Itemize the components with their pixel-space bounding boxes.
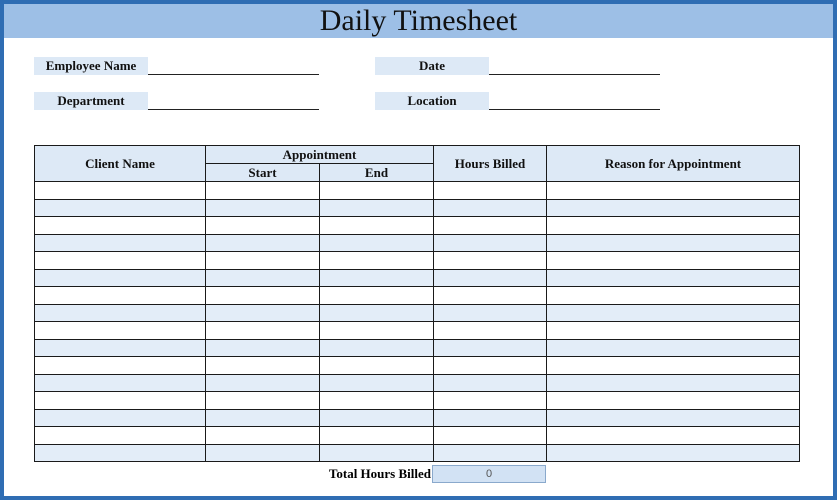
client-name-cell[interactable] xyxy=(35,339,206,357)
hours-billed-cell[interactable] xyxy=(434,287,547,305)
reason-cell[interactable] xyxy=(547,374,800,392)
total-hours-label: Total Hours Billed xyxy=(328,466,431,481)
start-cell[interactable] xyxy=(206,199,320,217)
reason-cell[interactable] xyxy=(547,199,800,217)
table-row xyxy=(35,252,800,270)
table-row xyxy=(35,304,800,322)
reason-cell[interactable] xyxy=(547,252,800,270)
client-name-cell[interactable] xyxy=(35,322,206,340)
table-row xyxy=(35,217,800,235)
reason-cell[interactable] xyxy=(547,444,800,462)
start-cell[interactable] xyxy=(206,252,320,270)
table-row xyxy=(35,427,800,445)
start-cell[interactable] xyxy=(206,392,320,410)
client-name-cell[interactable] xyxy=(35,392,206,410)
hours-billed-cell[interactable] xyxy=(434,252,547,270)
column-header-end: End xyxy=(320,164,434,182)
end-cell[interactable] xyxy=(320,357,434,375)
column-header-hours-billed: Hours Billed xyxy=(434,146,547,182)
end-cell[interactable] xyxy=(320,444,434,462)
hours-billed-cell[interactable] xyxy=(434,374,547,392)
hours-billed-cell[interactable] xyxy=(434,234,547,252)
client-name-cell[interactable] xyxy=(35,182,206,200)
end-cell[interactable] xyxy=(320,287,434,305)
start-cell[interactable] xyxy=(206,234,320,252)
hours-billed-cell[interactable] xyxy=(434,339,547,357)
reason-cell[interactable] xyxy=(547,392,800,410)
client-name-cell[interactable] xyxy=(35,234,206,252)
table-row xyxy=(35,392,800,410)
table-row xyxy=(35,339,800,357)
reason-cell[interactable] xyxy=(547,409,800,427)
table-body xyxy=(35,182,800,462)
reason-cell[interactable] xyxy=(547,427,800,445)
hours-billed-cell[interactable] xyxy=(434,322,547,340)
location-field[interactable] xyxy=(489,92,660,110)
reason-cell[interactable] xyxy=(547,234,800,252)
end-cell[interactable] xyxy=(320,269,434,287)
client-name-cell[interactable] xyxy=(35,357,206,375)
hours-billed-cell[interactable] xyxy=(434,392,547,410)
column-header-reason: Reason for Appointment xyxy=(547,146,800,182)
client-name-cell[interactable] xyxy=(35,269,206,287)
end-cell[interactable] xyxy=(320,304,434,322)
start-cell[interactable] xyxy=(206,427,320,445)
table-row xyxy=(35,287,800,305)
column-header-appointment: Appointment xyxy=(206,146,434,164)
end-cell[interactable] xyxy=(320,392,434,410)
reason-cell[interactable] xyxy=(547,339,800,357)
hours-billed-cell[interactable] xyxy=(434,304,547,322)
department-field[interactable] xyxy=(148,92,319,110)
client-name-cell[interactable] xyxy=(35,252,206,270)
hours-billed-cell[interactable] xyxy=(434,269,547,287)
hours-billed-cell[interactable] xyxy=(434,409,547,427)
hours-billed-cell[interactable] xyxy=(434,444,547,462)
table-row xyxy=(35,182,800,200)
column-header-client-name: Client Name xyxy=(35,146,206,182)
client-name-cell[interactable] xyxy=(35,217,206,235)
start-cell[interactable] xyxy=(206,339,320,357)
page-title: Daily Timesheet xyxy=(4,4,833,38)
start-cell[interactable] xyxy=(206,304,320,322)
end-cell[interactable] xyxy=(320,182,434,200)
start-cell[interactable] xyxy=(206,217,320,235)
client-name-cell[interactable] xyxy=(35,199,206,217)
table-row xyxy=(35,409,800,427)
hours-billed-cell[interactable] xyxy=(434,199,547,217)
department-label: Department xyxy=(34,92,148,110)
end-cell[interactable] xyxy=(320,199,434,217)
hours-billed-cell[interactable] xyxy=(434,427,547,445)
employee-name-field[interactable] xyxy=(148,57,319,75)
total-hours-value: 0 xyxy=(432,465,546,483)
client-name-cell[interactable] xyxy=(35,444,206,462)
end-cell[interactable] xyxy=(320,339,434,357)
timesheet-table xyxy=(34,145,800,462)
client-name-cell[interactable] xyxy=(35,304,206,322)
start-cell[interactable] xyxy=(206,182,320,200)
end-cell[interactable] xyxy=(320,234,434,252)
reason-cell[interactable] xyxy=(547,322,800,340)
hours-billed-cell[interactable] xyxy=(434,217,547,235)
start-cell[interactable] xyxy=(206,269,320,287)
start-cell[interactable] xyxy=(206,444,320,462)
reason-cell[interactable] xyxy=(547,304,800,322)
reason-cell[interactable] xyxy=(547,357,800,375)
client-name-cell[interactable] xyxy=(35,287,206,305)
start-cell[interactable] xyxy=(206,374,320,392)
client-name-cell[interactable] xyxy=(35,409,206,427)
hours-billed-cell[interactable] xyxy=(434,182,547,200)
location-label: Location xyxy=(375,92,489,110)
employee-name-label: Employee Name xyxy=(34,57,148,75)
client-name-cell[interactable] xyxy=(35,374,206,392)
start-cell[interactable] xyxy=(206,357,320,375)
end-cell[interactable] xyxy=(320,427,434,445)
start-cell[interactable] xyxy=(206,287,320,305)
table-row xyxy=(35,269,800,287)
reason-cell[interactable] xyxy=(547,217,800,235)
date-label: Date xyxy=(375,57,489,75)
hours-billed-cell[interactable] xyxy=(434,357,547,375)
table-row xyxy=(35,357,800,375)
start-cell[interactable] xyxy=(206,409,320,427)
table-row xyxy=(35,199,800,217)
table-row xyxy=(35,444,800,462)
column-header-start: Start xyxy=(206,164,320,182)
table-row xyxy=(35,322,800,340)
reason-cell[interactable] xyxy=(547,182,800,200)
client-name-cell[interactable] xyxy=(35,427,206,445)
table-row xyxy=(35,234,800,252)
start-cell[interactable] xyxy=(206,322,320,340)
end-cell[interactable] xyxy=(320,217,434,235)
end-cell[interactable] xyxy=(320,374,434,392)
table-row xyxy=(35,374,800,392)
end-cell[interactable] xyxy=(320,409,434,427)
reason-cell[interactable] xyxy=(547,269,800,287)
reason-cell[interactable] xyxy=(547,287,800,305)
end-cell[interactable] xyxy=(320,252,434,270)
date-field[interactable] xyxy=(489,57,660,75)
end-cell[interactable] xyxy=(320,322,434,340)
